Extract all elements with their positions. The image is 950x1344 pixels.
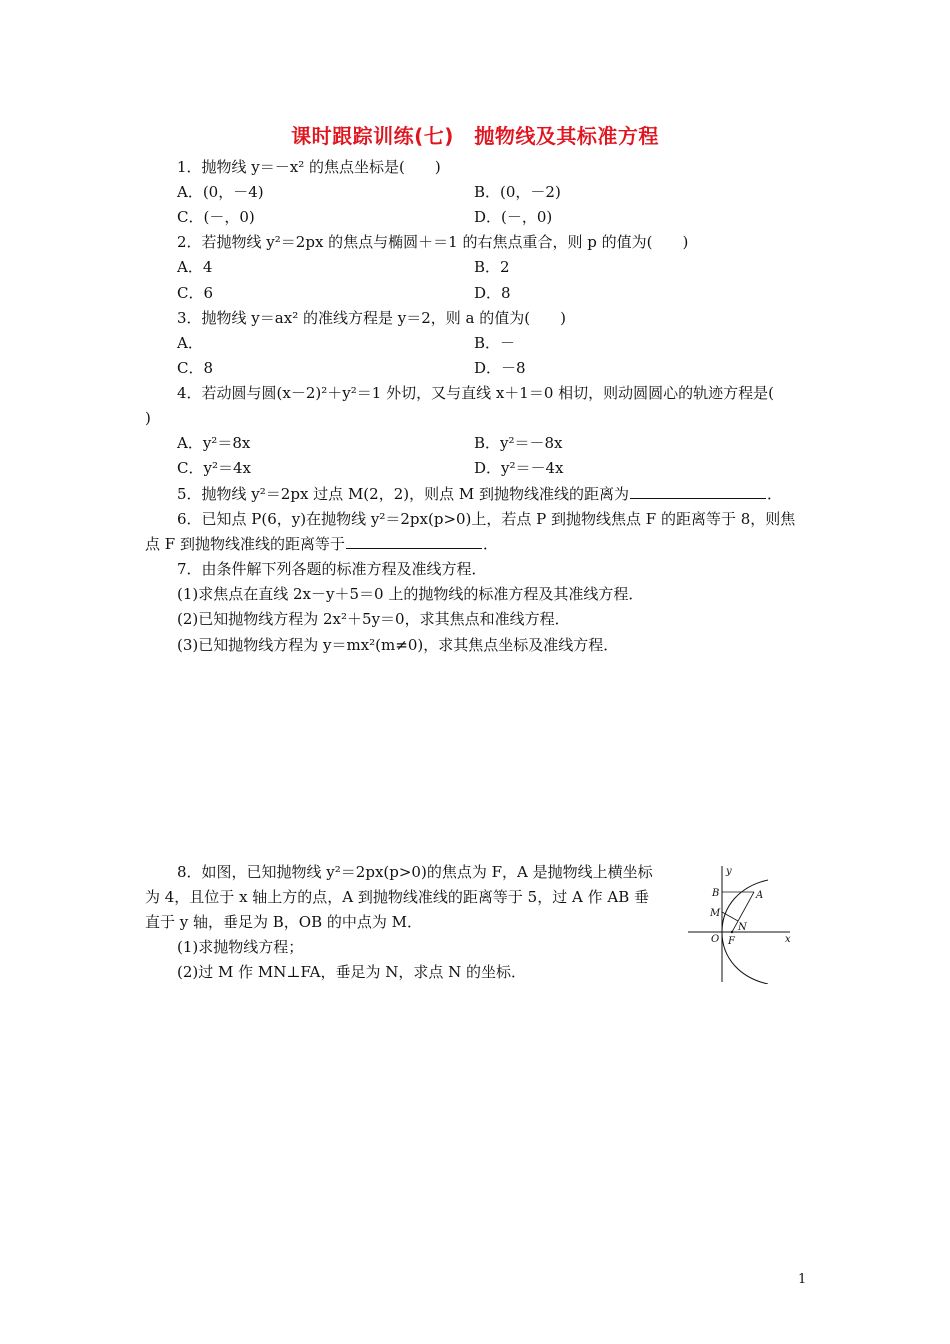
question-6-continued: [145, 534, 498, 554]
question-3: 3．抛物线 y＝ax² 的准线方程是 y＝2，则 a 的值为( ): [177, 309, 566, 327]
question-6: 6．已知点 P(6，y)在抛物线 y²＝2px(p>0)上，若点 P 到抛物线焦点 F 的距离等于 8，则焦: [177, 510, 796, 528]
question-8: 8．如图，已知抛物线 y²＝2px(p>0)的焦点为 F，A 是抛物线上横坐标: [177, 863, 653, 881]
q4-option-a: A．y²＝8x: [177, 434, 251, 452]
question-5-text: 5．抛物线 y²＝2px 过点 M(2，2)，则点 M 到抛物线准线的距离为: [177, 485, 629, 503]
question-7-part-2: (2)已知抛物线方程为 2x²＋5y＝0，求其焦点和准线方程．: [177, 610, 570, 628]
question-2: 2．若抛物线 y²＝2px 的焦点与椭圆＋＝1 的右焦点重合，则 p 的值为( ): [177, 233, 689, 251]
question-7-part-1: (1)求焦点在直线 2x－y＋5＝0 上的抛物线的标准方程及其准线方程．: [177, 585, 644, 603]
question-5: [177, 484, 782, 504]
question-8-part-1: (1)求抛物线方程；: [177, 938, 304, 956]
q1-option-d: D．(－，0): [474, 208, 553, 226]
label-m: M: [710, 908, 721, 919]
q3-option-b: B．－: [474, 334, 516, 352]
question-5-end: ．: [767, 485, 783, 503]
label-n: N: [738, 922, 747, 933]
q2-option-c: C．6: [177, 284, 214, 302]
q4-option-d: D．y²＝－4x: [474, 459, 564, 477]
q1-option-b: B．(0，－2): [474, 183, 561, 201]
question-7: 7．由条件解下列各题的标准方程及准线方程．: [177, 560, 487, 578]
question-8-part-2: (2)过 M 作 MN⊥FA，垂足为 N，求点 N 的坐标．: [177, 963, 526, 981]
q3-option-d: D．－8: [474, 359, 526, 377]
question-7-part-3: (3)已知抛物线方程为 y＝mx²(m≠0)，求其焦点坐标及准线方程．: [177, 636, 619, 654]
question-6-text: 点 F 到抛物线准线的距离等于: [145, 535, 345, 553]
label-f: F: [728, 936, 735, 947]
q2-option-b: B．2: [474, 258, 510, 276]
parabola-figure: [686, 860, 792, 984]
page-number: 1: [798, 1272, 807, 1287]
question-8-line-2: 为 4，且位于 x 轴上方的点，A 到抛物线准线的距离等于 5，过 A 作 AB 垂: [145, 888, 649, 906]
q3-option-a: A．: [177, 334, 203, 352]
q1-option-c: C．(－，0): [177, 208, 255, 226]
question-6-end: ．: [482, 535, 498, 553]
q1-option-a: A．(0，－4): [177, 183, 264, 201]
question-4: 4．若动圆与圆(x－2)²＋y²＝1 外切，又与直线 x＋1＝0 相切，则动圆圆心的轨迹方程是(: [177, 384, 775, 402]
label-o: O: [711, 934, 720, 945]
page-title: 课时跟踪训练(七) 抛物线及其标准方程: [291, 124, 659, 148]
q3-option-c: C．8: [177, 359, 214, 377]
label-y: y: [726, 866, 732, 877]
q2-option-d: D．8: [474, 284, 511, 302]
q2-option-a: A．4: [177, 258, 213, 276]
label-a: A: [756, 890, 764, 901]
focus-point: [731, 931, 733, 933]
question-1: 1．抛物线 y＝－x² 的焦点坐标是( ): [177, 158, 441, 176]
label-b: B: [712, 888, 720, 899]
label-x: x: [785, 934, 791, 945]
q4-option-b: B．y²＝－8x: [474, 434, 563, 452]
question-4-continued: ): [145, 409, 151, 427]
answer-blank: [630, 484, 766, 499]
question-8-line-3: 直于 y 轴，垂足为 B，OB 的中点为 M．: [145, 913, 423, 931]
answer-blank: [346, 534, 482, 549]
q4-option-c: C．y²＝4x: [177, 459, 251, 477]
